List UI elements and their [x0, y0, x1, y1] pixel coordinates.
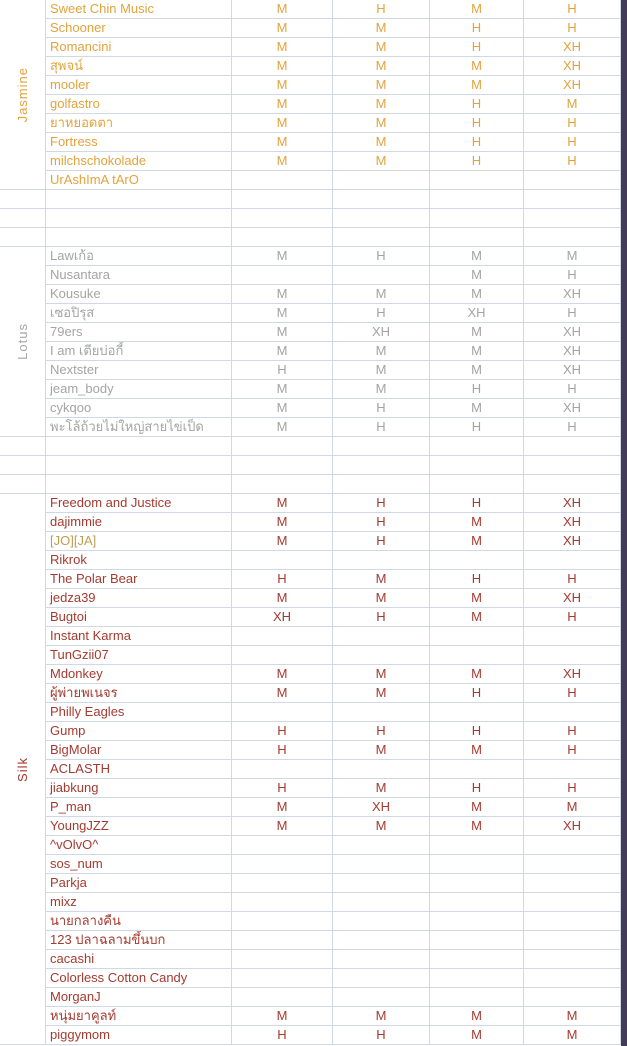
- empty-cell[interactable]: [0, 190, 46, 209]
- rating-cell[interactable]: H: [232, 741, 333, 760]
- rating-cell[interactable]: H: [232, 361, 333, 380]
- empty-cell[interactable]: [232, 475, 333, 494]
- rating-cell[interactable]: M: [232, 152, 333, 171]
- rating-cell[interactable]: H: [430, 570, 524, 589]
- player-name-cell[interactable]: mooler: [46, 76, 232, 95]
- rating-cell[interactable]: [524, 988, 621, 1007]
- rating-cell[interactable]: [430, 171, 524, 190]
- rating-cell[interactable]: H: [524, 741, 621, 760]
- rating-cell[interactable]: [232, 703, 333, 722]
- rating-cell[interactable]: H: [524, 570, 621, 589]
- rating-cell[interactable]: M: [333, 684, 430, 703]
- player-name-cell[interactable]: Sweet Chin Music: [46, 0, 232, 19]
- rating-cell[interactable]: [333, 855, 430, 874]
- player-name-cell[interactable]: MorganJ: [46, 988, 232, 1007]
- rating-cell[interactable]: M: [430, 532, 524, 551]
- rating-cell[interactable]: M: [430, 266, 524, 285]
- rating-cell[interactable]: H: [232, 570, 333, 589]
- rating-cell[interactable]: M: [524, 1026, 621, 1045]
- rating-cell[interactable]: H: [524, 380, 621, 399]
- rating-cell[interactable]: [524, 874, 621, 893]
- rating-cell[interactable]: [430, 912, 524, 931]
- player-name-cell[interactable]: cykqoo: [46, 399, 232, 418]
- rating-cell[interactable]: [333, 646, 430, 665]
- rating-cell[interactable]: [430, 627, 524, 646]
- rating-cell[interactable]: [232, 874, 333, 893]
- rating-cell[interactable]: M: [430, 57, 524, 76]
- empty-cell[interactable]: [333, 228, 430, 247]
- rating-cell[interactable]: [333, 171, 430, 190]
- window-right-edge: [621, 0, 627, 1046]
- empty-cell[interactable]: [46, 456, 232, 475]
- player-name-cell[interactable]: Fortress: [46, 133, 232, 152]
- empty-cell[interactable]: [0, 475, 46, 494]
- rating-cell[interactable]: [333, 836, 430, 855]
- rating-cell[interactable]: H: [430, 19, 524, 38]
- rating-cell[interactable]: M: [333, 779, 430, 798]
- empty-cell[interactable]: [333, 190, 430, 209]
- rating-cell[interactable]: M: [430, 285, 524, 304]
- rating-cell[interactable]: M: [430, 1026, 524, 1045]
- rating-cell[interactable]: XH: [524, 494, 621, 513]
- rating-cell[interactable]: M: [232, 342, 333, 361]
- player-name-cell[interactable]: P_man: [46, 798, 232, 817]
- player-name-cell[interactable]: TunGzii07: [46, 646, 232, 665]
- rating-cell[interactable]: M: [232, 114, 333, 133]
- empty-cell[interactable]: [524, 475, 621, 494]
- player-name-cell[interactable]: sos_num: [46, 855, 232, 874]
- rating-cell[interactable]: [524, 855, 621, 874]
- rating-cell[interactable]: M: [333, 285, 430, 304]
- rating-cell[interactable]: [232, 969, 333, 988]
- rating-cell[interactable]: [333, 988, 430, 1007]
- rating-cell[interactable]: XH: [524, 285, 621, 304]
- player-name-cell[interactable]: นายกลางคืน: [46, 912, 232, 931]
- rating-cell[interactable]: [232, 855, 333, 874]
- rating-cell[interactable]: [524, 760, 621, 779]
- rating-cell[interactable]: [524, 950, 621, 969]
- rating-cell[interactable]: [232, 988, 333, 1007]
- rating-cell[interactable]: H: [524, 133, 621, 152]
- rating-cell[interactable]: H: [333, 722, 430, 741]
- rating-cell[interactable]: M: [333, 133, 430, 152]
- rating-cell[interactable]: M: [430, 361, 524, 380]
- player-name-cell[interactable]: สุพจน์: [46, 57, 232, 76]
- rating-cell[interactable]: H: [333, 532, 430, 551]
- rating-cell[interactable]: XH: [232, 608, 333, 627]
- rating-cell[interactable]: [524, 703, 621, 722]
- rating-cell[interactable]: M: [430, 399, 524, 418]
- player-name-cell[interactable]: Lawเก้อ: [46, 247, 232, 266]
- rating-cell[interactable]: M: [232, 247, 333, 266]
- rating-cell[interactable]: M: [333, 342, 430, 361]
- rating-cell[interactable]: [430, 703, 524, 722]
- rating-cell[interactable]: M: [232, 95, 333, 114]
- rating-cell[interactable]: [524, 912, 621, 931]
- rating-cell[interactable]: M: [232, 304, 333, 323]
- rating-cell[interactable]: [333, 627, 430, 646]
- rating-cell[interactable]: M: [333, 589, 430, 608]
- rating-cell[interactable]: M: [430, 741, 524, 760]
- rating-cell[interactable]: XH: [524, 399, 621, 418]
- rating-cell[interactable]: [333, 931, 430, 950]
- rating-cell[interactable]: M: [430, 665, 524, 684]
- rating-cell[interactable]: XH: [430, 304, 524, 323]
- rating-cell[interactable]: M: [430, 0, 524, 19]
- rating-cell[interactable]: H: [430, 95, 524, 114]
- rating-cell[interactable]: XH: [524, 57, 621, 76]
- rating-cell[interactable]: H: [333, 494, 430, 513]
- rating-cell[interactable]: H: [430, 152, 524, 171]
- rating-cell[interactable]: [524, 969, 621, 988]
- rating-cell[interactable]: M: [430, 323, 524, 342]
- rating-cell[interactable]: XH: [524, 532, 621, 551]
- rating-cell[interactable]: M: [524, 798, 621, 817]
- player-name-cell[interactable]: Freedom and Justice: [46, 494, 232, 513]
- empty-cell[interactable]: [430, 475, 524, 494]
- empty-cell[interactable]: [46, 209, 232, 228]
- player-name-cell[interactable]: Rikrok: [46, 551, 232, 570]
- rating-cell[interactable]: M: [430, 342, 524, 361]
- empty-cell[interactable]: [524, 228, 621, 247]
- empty-cell[interactable]: [232, 437, 333, 456]
- rating-cell[interactable]: [333, 703, 430, 722]
- empty-cell[interactable]: [46, 437, 232, 456]
- player-name-cell[interactable]: cacashi: [46, 950, 232, 969]
- rating-cell[interactable]: XH: [333, 323, 430, 342]
- rating-cell[interactable]: [524, 931, 621, 950]
- rating-cell[interactable]: [524, 627, 621, 646]
- rating-cell[interactable]: H: [430, 380, 524, 399]
- rating-cell[interactable]: [333, 969, 430, 988]
- rating-cell[interactable]: M: [333, 570, 430, 589]
- rating-cell[interactable]: H: [333, 399, 430, 418]
- rating-cell[interactable]: [232, 836, 333, 855]
- rating-cell[interactable]: H: [333, 608, 430, 627]
- rating-cell[interactable]: [430, 646, 524, 665]
- player-name-cell[interactable]: UrAshImA tArO: [46, 171, 232, 190]
- rating-cell[interactable]: H: [524, 114, 621, 133]
- rating-cell[interactable]: M: [430, 608, 524, 627]
- rating-cell[interactable]: XH: [524, 817, 621, 836]
- rating-cell[interactable]: M: [232, 665, 333, 684]
- rating-cell[interactable]: [430, 836, 524, 855]
- player-name-cell[interactable]: ^vOlvO^: [46, 836, 232, 855]
- rating-cell[interactable]: [232, 266, 333, 285]
- rating-cell[interactable]: M: [232, 285, 333, 304]
- empty-cell[interactable]: [524, 437, 621, 456]
- rating-cell[interactable]: H: [524, 152, 621, 171]
- empty-cell[interactable]: [0, 228, 46, 247]
- rating-cell[interactable]: [333, 893, 430, 912]
- player-name-cell[interactable]: เซอปิรุส: [46, 304, 232, 323]
- rating-cell[interactable]: H: [333, 247, 430, 266]
- empty-cell[interactable]: [46, 228, 232, 247]
- rating-cell[interactable]: [333, 760, 430, 779]
- rating-cell[interactable]: M: [333, 38, 430, 57]
- player-name-cell[interactable]: jiabkung: [46, 779, 232, 798]
- rating-cell[interactable]: [232, 646, 333, 665]
- rating-cell[interactable]: H: [333, 1026, 430, 1045]
- player-name-cell[interactable]: Kousuke: [46, 285, 232, 304]
- empty-cell[interactable]: [232, 228, 333, 247]
- rating-cell[interactable]: M: [232, 399, 333, 418]
- empty-cell[interactable]: [0, 437, 46, 456]
- player-name-cell[interactable]: หนุ่มยาคูลท์: [46, 1007, 232, 1026]
- rating-cell[interactable]: H: [524, 722, 621, 741]
- rating-cell[interactable]: M: [430, 76, 524, 95]
- rating-cell[interactable]: M: [232, 684, 333, 703]
- player-name-cell[interactable]: Nextster: [46, 361, 232, 380]
- player-name-cell[interactable]: jeam_body: [46, 380, 232, 399]
- rating-cell[interactable]: [232, 931, 333, 950]
- rating-cell[interactable]: H: [232, 722, 333, 741]
- rating-cell[interactable]: H: [430, 779, 524, 798]
- rating-cell[interactable]: XH: [524, 38, 621, 57]
- rating-cell[interactable]: [232, 171, 333, 190]
- rating-cell[interactable]: XH: [524, 665, 621, 684]
- rating-cell[interactable]: M: [333, 741, 430, 760]
- rating-cell[interactable]: H: [524, 266, 621, 285]
- rating-cell[interactable]: M: [232, 19, 333, 38]
- player-name-cell[interactable]: golfastro: [46, 95, 232, 114]
- player-name-cell[interactable]: Instant Karma: [46, 627, 232, 646]
- rating-cell[interactable]: H: [430, 722, 524, 741]
- empty-cell[interactable]: [0, 209, 46, 228]
- rating-cell[interactable]: [430, 855, 524, 874]
- player-name-cell[interactable]: Schooner: [46, 19, 232, 38]
- rating-cell[interactable]: XH: [524, 513, 621, 532]
- rating-cell[interactable]: H: [430, 418, 524, 437]
- rating-cell[interactable]: [333, 266, 430, 285]
- rating-cell[interactable]: H: [524, 418, 621, 437]
- player-name-cell[interactable]: milchschokolade: [46, 152, 232, 171]
- group-label-cell-lotus[interactable]: [0, 247, 46, 437]
- empty-cell[interactable]: [430, 437, 524, 456]
- player-name-cell[interactable]: I am เตียบ่อกี้: [46, 342, 232, 361]
- rating-cell[interactable]: [333, 874, 430, 893]
- rating-cell[interactable]: H: [524, 0, 621, 19]
- rating-cell[interactable]: H: [430, 114, 524, 133]
- rating-cell[interactable]: M: [232, 817, 333, 836]
- player-name-cell[interactable]: พะโล้ถ้วยไม่ใหญ่สายไข่เป็ด: [46, 418, 232, 437]
- rating-cell[interactable]: M: [430, 1007, 524, 1026]
- player-name-cell[interactable]: Nusantara: [46, 266, 232, 285]
- rating-cell[interactable]: [524, 893, 621, 912]
- rating-cell[interactable]: M: [232, 0, 333, 19]
- rating-cell[interactable]: H: [232, 779, 333, 798]
- rating-cell[interactable]: [524, 646, 621, 665]
- rating-cell[interactable]: XH: [524, 76, 621, 95]
- rating-cell[interactable]: M: [232, 323, 333, 342]
- rating-cell[interactable]: [333, 551, 430, 570]
- player-name-cell[interactable]: ผู้พ่ายพเนจร: [46, 684, 232, 703]
- rating-cell[interactable]: M: [232, 494, 333, 513]
- rating-cell[interactable]: XH: [333, 798, 430, 817]
- rating-cell[interactable]: M: [232, 38, 333, 57]
- rating-cell[interactable]: M: [232, 133, 333, 152]
- rating-cell[interactable]: M: [232, 57, 333, 76]
- rating-cell[interactable]: M: [232, 380, 333, 399]
- empty-cell[interactable]: [333, 209, 430, 228]
- rating-cell[interactable]: [232, 893, 333, 912]
- rating-cell[interactable]: M: [232, 532, 333, 551]
- rating-cell[interactable]: M: [333, 57, 430, 76]
- player-name-cell[interactable]: ยาหยอดตา: [46, 114, 232, 133]
- empty-cell[interactable]: [232, 209, 333, 228]
- empty-cell[interactable]: [430, 456, 524, 475]
- rating-cell[interactable]: [430, 893, 524, 912]
- empty-cell[interactable]: [333, 456, 430, 475]
- rating-cell[interactable]: M: [333, 1007, 430, 1026]
- player-name-cell[interactable]: piggymom: [46, 1026, 232, 1045]
- rating-cell[interactable]: [430, 551, 524, 570]
- rating-cell[interactable]: H: [333, 304, 430, 323]
- rating-cell[interactable]: H: [524, 684, 621, 703]
- rating-cell[interactable]: H: [524, 608, 621, 627]
- rating-cell[interactable]: M: [333, 817, 430, 836]
- group-label-text: Silk: [14, 756, 30, 782]
- player-name-cell[interactable]: 79ers: [46, 323, 232, 342]
- empty-cell[interactable]: [46, 190, 232, 209]
- rating-cell[interactable]: [232, 627, 333, 646]
- rating-cell[interactable]: H: [524, 779, 621, 798]
- rating-cell[interactable]: [333, 912, 430, 931]
- player-name-cell[interactable]: Mdonkey: [46, 665, 232, 684]
- player-name-cell[interactable]: BigMolar: [46, 741, 232, 760]
- rating-cell[interactable]: M: [524, 247, 621, 266]
- rating-cell[interactable]: [524, 836, 621, 855]
- player-name-cell[interactable]: The Polar Bear: [46, 570, 232, 589]
- rating-cell[interactable]: H: [430, 494, 524, 513]
- rating-cell[interactable]: M: [333, 152, 430, 171]
- rating-cell[interactable]: [430, 950, 524, 969]
- rating-cell[interactable]: H: [524, 304, 621, 323]
- rating-cell[interactable]: M: [430, 589, 524, 608]
- player-name-cell[interactable]: jedza39: [46, 589, 232, 608]
- rating-cell[interactable]: [430, 874, 524, 893]
- rating-cell[interactable]: H: [524, 19, 621, 38]
- empty-cell[interactable]: [430, 228, 524, 247]
- player-name-cell[interactable]: Colorless Cotton Candy: [46, 969, 232, 988]
- rating-cell[interactable]: [430, 931, 524, 950]
- group-label-cell-jasmine[interactable]: [0, 0, 46, 190]
- rating-cell[interactable]: M: [333, 76, 430, 95]
- rating-cell[interactable]: M: [232, 589, 333, 608]
- empty-cell[interactable]: [232, 190, 333, 209]
- rating-cell[interactable]: M: [333, 95, 430, 114]
- rating-cell[interactable]: M: [430, 513, 524, 532]
- empty-cell[interactable]: [430, 209, 524, 228]
- empty-cell[interactable]: [0, 456, 46, 475]
- player-name-cell[interactable]: mixz: [46, 893, 232, 912]
- rating-cell[interactable]: M: [232, 798, 333, 817]
- rating-cell[interactable]: H: [430, 133, 524, 152]
- rating-cell[interactable]: M: [524, 95, 621, 114]
- player-name-cell[interactable]: [JO][JA]: [46, 532, 232, 551]
- empty-cell[interactable]: [524, 190, 621, 209]
- rating-cell[interactable]: [232, 912, 333, 931]
- group-label-text: Lotus: [14, 323, 30, 360]
- player-name-cell[interactable]: YoungJZZ: [46, 817, 232, 836]
- empty-cell[interactable]: [524, 456, 621, 475]
- group-label-cell-silk[interactable]: [0, 494, 46, 1045]
- player-name-cell[interactable]: Romancini: [46, 38, 232, 57]
- rating-cell[interactable]: M: [232, 513, 333, 532]
- player-name-cell[interactable]: Bugtoi: [46, 608, 232, 627]
- empty-cell[interactable]: [232, 456, 333, 475]
- rating-cell[interactable]: [232, 950, 333, 969]
- rating-cell[interactable]: XH: [524, 323, 621, 342]
- rating-cell[interactable]: H: [333, 0, 430, 19]
- player-name-cell[interactable]: Gump: [46, 722, 232, 741]
- rating-cell[interactable]: M: [333, 19, 430, 38]
- rating-cell[interactable]: [232, 760, 333, 779]
- rating-cell[interactable]: M: [232, 76, 333, 95]
- rating-cell[interactable]: M: [333, 380, 430, 399]
- empty-cell[interactable]: [333, 475, 430, 494]
- rating-cell[interactable]: M: [333, 665, 430, 684]
- player-name-cell[interactable]: 123 ปลาฉลามขึ้นบก: [46, 931, 232, 950]
- rating-cell[interactable]: M: [430, 798, 524, 817]
- rating-cell[interactable]: M: [333, 361, 430, 380]
- rating-cell[interactable]: [524, 171, 621, 190]
- rating-cell[interactable]: [333, 950, 430, 969]
- rating-cell[interactable]: M: [430, 817, 524, 836]
- player-name-cell[interactable]: dajimmie: [46, 513, 232, 532]
- player-name-cell[interactable]: Parkja: [46, 874, 232, 893]
- rating-cell[interactable]: H: [333, 418, 430, 437]
- rating-cell[interactable]: H: [430, 684, 524, 703]
- rating-cell[interactable]: XH: [524, 361, 621, 380]
- rating-cell[interactable]: M: [333, 114, 430, 133]
- rating-cell[interactable]: M: [232, 418, 333, 437]
- rating-cell[interactable]: M: [232, 1007, 333, 1026]
- empty-cell[interactable]: [333, 437, 430, 456]
- rating-cell[interactable]: [232, 551, 333, 570]
- player-name-cell[interactable]: ACLASTH: [46, 760, 232, 779]
- rating-cell[interactable]: [430, 988, 524, 1007]
- player-name-cell[interactable]: Philly Eagles: [46, 703, 232, 722]
- group-label-text: Jasmine: [14, 66, 30, 123]
- rating-cell[interactable]: XH: [524, 342, 621, 361]
- empty-cell[interactable]: [524, 209, 621, 228]
- rating-cell[interactable]: [524, 551, 621, 570]
- rating-cell[interactable]: H: [232, 1026, 333, 1045]
- rating-cell[interactable]: M: [430, 247, 524, 266]
- rating-cell[interactable]: [430, 969, 524, 988]
- rating-cell[interactable]: [430, 760, 524, 779]
- rating-cell[interactable]: M: [524, 1007, 621, 1026]
- empty-cell[interactable]: [46, 475, 232, 494]
- rating-cell[interactable]: XH: [524, 589, 621, 608]
- rating-cell[interactable]: H: [333, 513, 430, 532]
- rating-cell[interactable]: H: [430, 38, 524, 57]
- empty-cell[interactable]: [430, 190, 524, 209]
